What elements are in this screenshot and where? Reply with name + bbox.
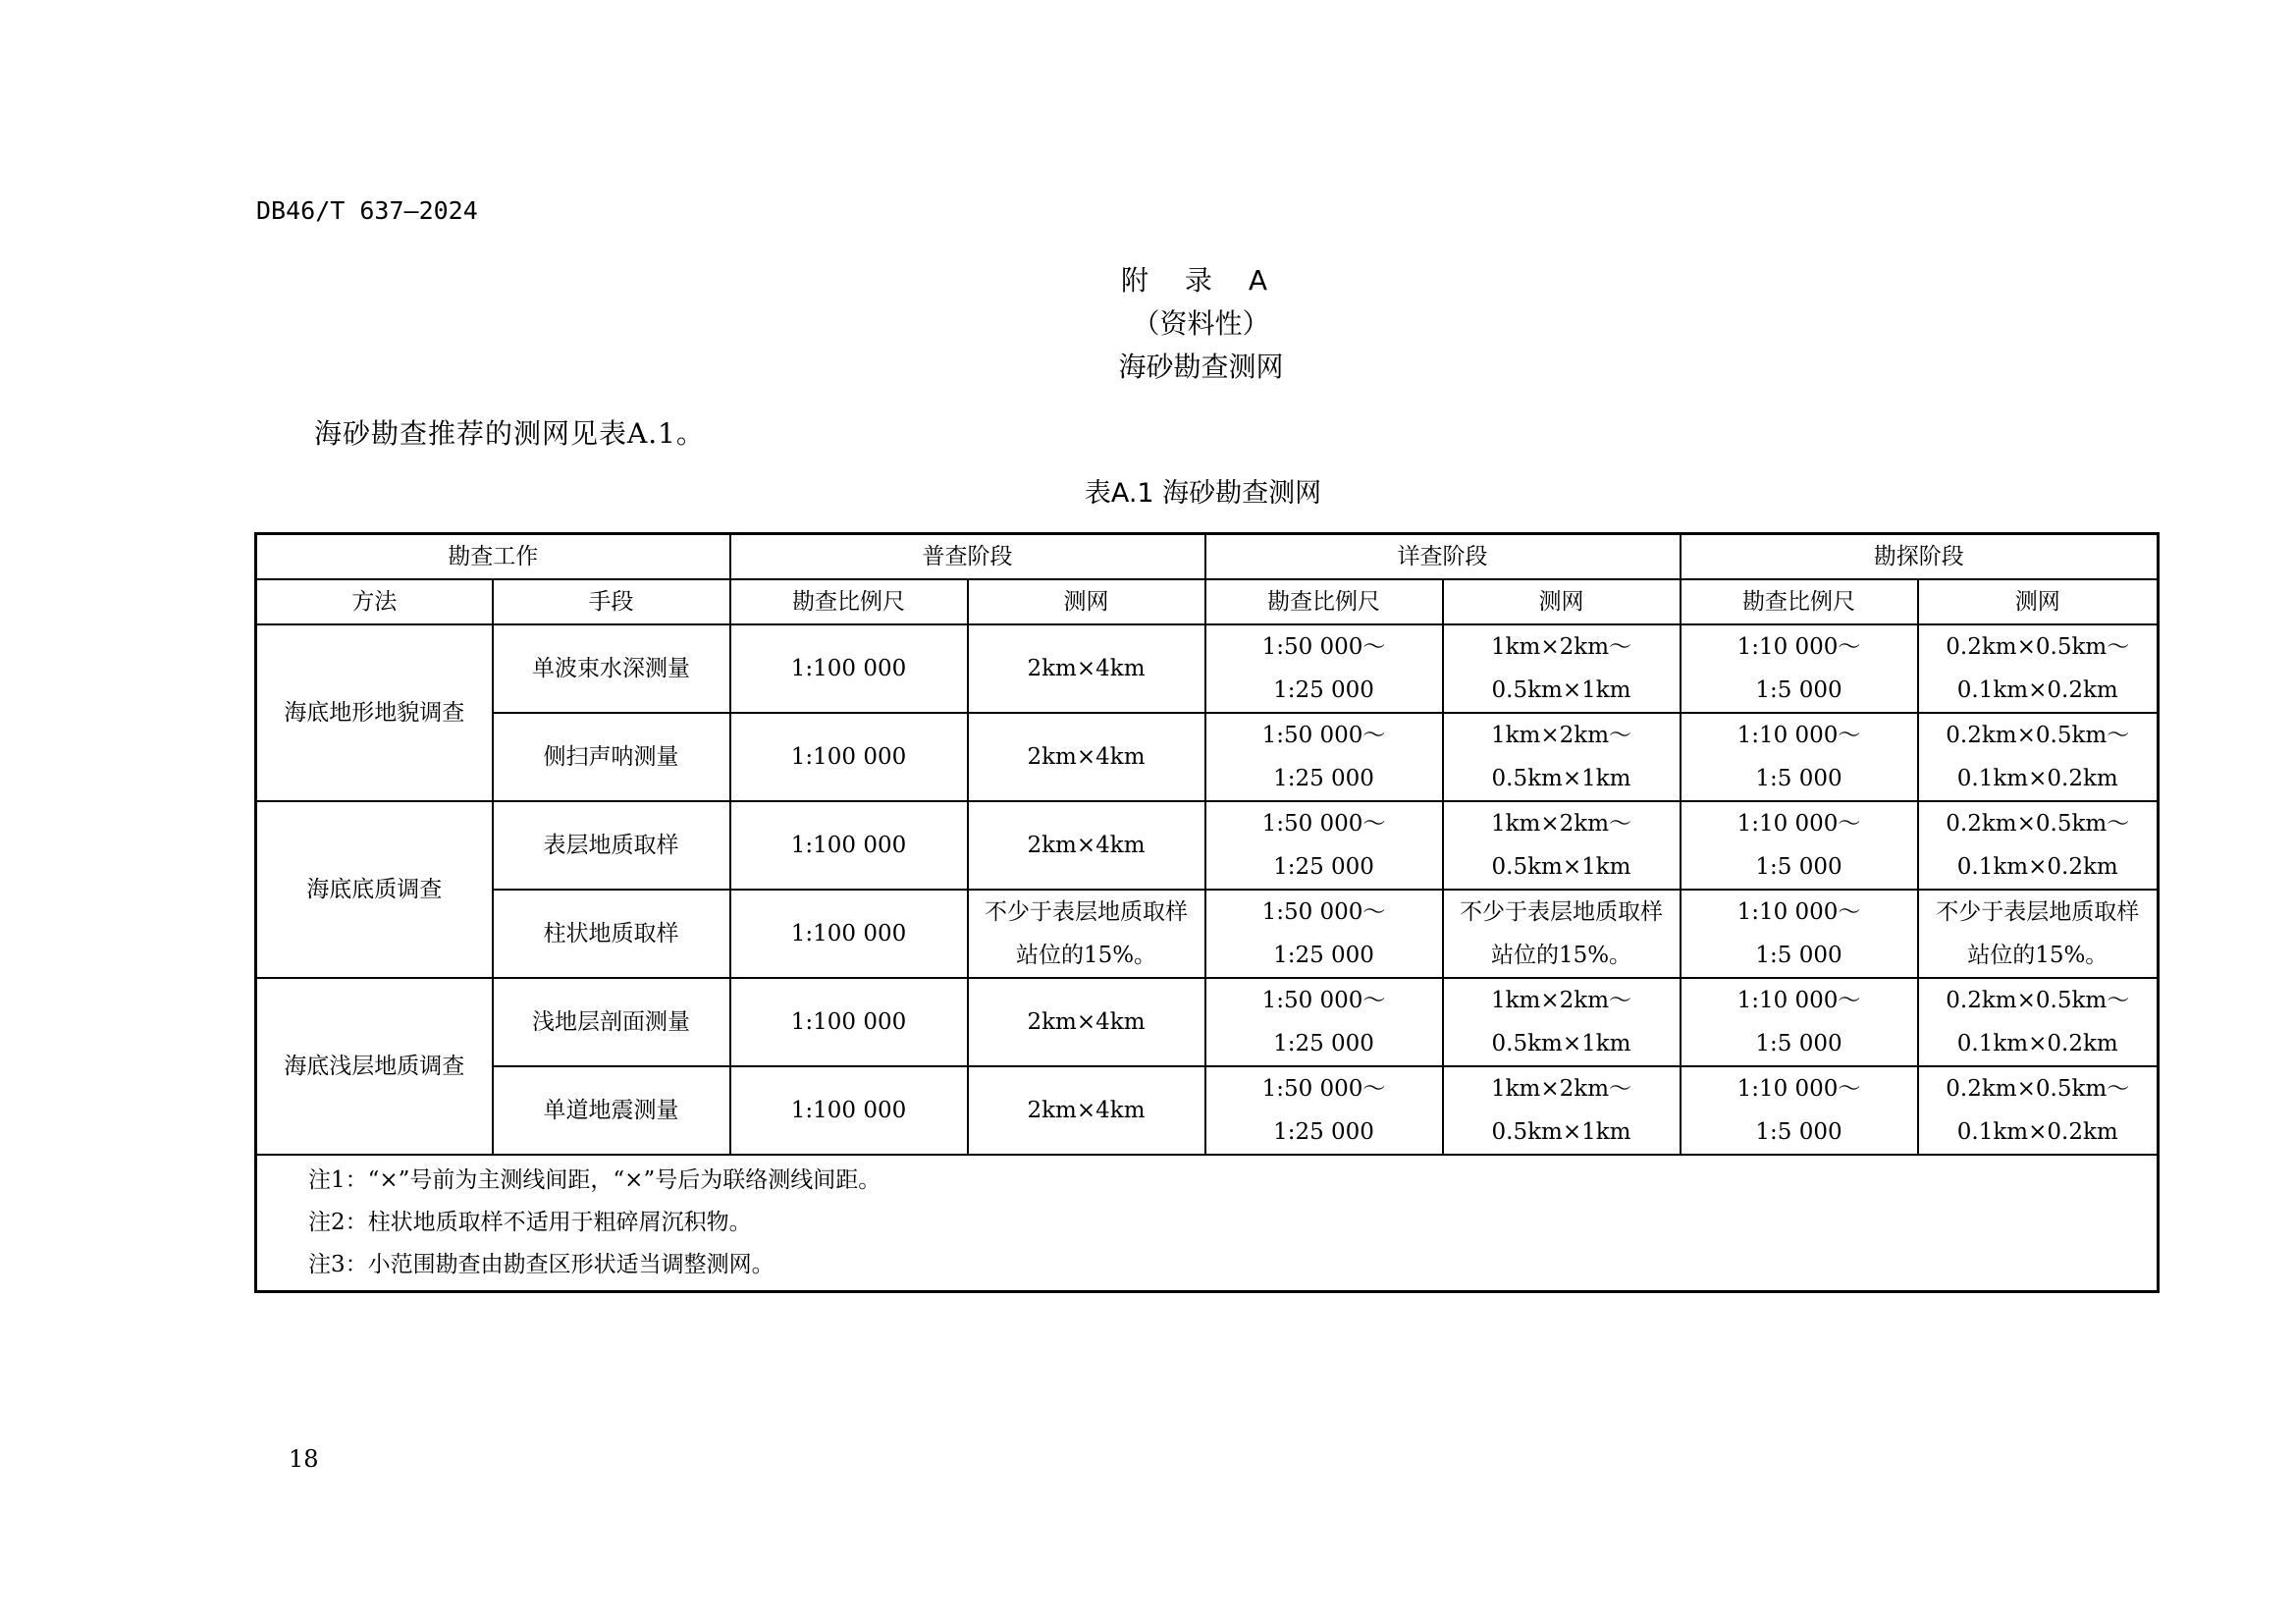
header-scale: 勘查比例尺	[1205, 579, 1443, 624]
cell-line: 1:10 000～	[1736, 988, 1861, 1013]
general-scale-cell: 1:100 000	[730, 801, 968, 890]
cell-line: 1:5 000	[1755, 766, 1842, 791]
header-method: 方法	[256, 579, 493, 624]
table-row	[256, 713, 2159, 801]
cell-line: 0.2km×0.5km～	[1946, 723, 2130, 748]
cell-line: 不少于表层地质取样	[1936, 899, 2140, 925]
cell-line: 1:50 000～	[1261, 988, 1386, 1013]
cell-line: 1:5 000	[1755, 943, 1842, 968]
cell-line: 0.5km×1km	[1491, 1119, 1631, 1145]
general-grid-cell: 2km×4km	[968, 624, 1205, 713]
header-scale: 勘查比例尺	[730, 579, 968, 624]
header-scale: 勘查比例尺	[1681, 579, 1918, 624]
cell-line: 0.2km×0.5km～	[1946, 988, 2130, 1013]
table-note: 注3：小范围勘查由勘查区形状适当调整测网。	[308, 1252, 774, 1277]
general-grid-cell: 2km×4km	[968, 1066, 1205, 1155]
appendix-title: 附 录 A	[1121, 264, 1281, 297]
cell-line: 1:25 000	[1273, 766, 1374, 791]
detailed-scale-cell	[1205, 978, 1443, 1066]
cell-line: 站位的15%。	[1967, 943, 2109, 968]
appendix-heading: 海砂勘查测网	[1118, 351, 1284, 383]
cell-line: 1:25 000	[1273, 1119, 1374, 1145]
exploration-grid-cell	[1918, 713, 2159, 801]
exploration-grid-cell	[1918, 978, 2159, 1066]
general-scale-cell: 1:100 000	[730, 978, 968, 1066]
detailed-grid-cell	[1443, 978, 1681, 1066]
page-number: 18	[289, 1445, 319, 1473]
cell-line: 0.1km×0.2km	[1956, 677, 2118, 703]
cell-line: 1:50 000～	[1261, 811, 1386, 837]
cell-line: 1:25 000	[1273, 677, 1374, 703]
cell-line: 1:5 000	[1755, 1031, 1842, 1056]
cell-line: 0.1km×0.2km	[1956, 1119, 2118, 1145]
cell-line: 1:10 000～	[1736, 723, 1861, 748]
general-grid-cell: 2km×4km	[968, 713, 1205, 801]
notes-row	[256, 1155, 2159, 1292]
cell-line: 1:5 000	[1755, 854, 1842, 880]
notes-cell	[256, 1155, 2159, 1292]
detailed-grid-cell	[1443, 890, 1681, 978]
method-cell: 海底底质调查	[256, 801, 493, 978]
table-row	[256, 801, 2159, 890]
cell-line: 1:25 000	[1273, 943, 1374, 968]
detailed-scale-cell	[1205, 890, 1443, 978]
table-row	[256, 1066, 2159, 1155]
cell-line: 1km×2km～	[1490, 988, 1632, 1013]
standard-code: DB46/T 637—2024	[256, 196, 478, 225]
method-cell: 海底浅层地质调查	[256, 978, 493, 1155]
detailed-grid-cell	[1443, 713, 1681, 801]
exploration-grid-cell	[1918, 624, 2159, 713]
detailed-scale-cell	[1205, 713, 1443, 801]
exploration-scale-cell	[1681, 624, 1918, 713]
detailed-grid-cell	[1443, 1066, 1681, 1155]
cell-line: 1:10 000～	[1736, 811, 1861, 837]
cell-line: 1km×2km～	[1490, 811, 1632, 837]
cell-line: 0.2km×0.5km～	[1946, 634, 2130, 660]
cell-line: 0.5km×1km	[1491, 677, 1631, 703]
cell-line: 1:50 000～	[1261, 1076, 1386, 1102]
cell-line: 1:5 000	[1755, 677, 1842, 703]
exploration-grid-cell	[1918, 890, 2159, 978]
header-grid: 测网	[968, 579, 1205, 624]
means-cell: 柱状地质取样	[493, 890, 730, 978]
table-note: 注1：“×”号前为主测线间距，“×”号后为联络测线间距。	[308, 1167, 881, 1193]
means-cell: 侧扫声呐测量	[493, 713, 730, 801]
means-cell: 表层地质取样	[493, 801, 730, 890]
method-cell: 海底地形地貌调查	[256, 624, 493, 801]
cell-line: 0.1km×0.2km	[1956, 854, 2118, 880]
cell-line: 1:50 000～	[1261, 723, 1386, 748]
general-grid-cell: 2km×4km	[968, 801, 1205, 890]
cell-line: 1:10 000～	[1736, 1076, 1861, 1102]
cell-line: 1km×2km～	[1490, 1076, 1632, 1102]
general-scale-cell: 1:100 000	[730, 624, 968, 713]
exploration-grid-cell	[1918, 1066, 2159, 1155]
group-header-row	[256, 534, 2159, 580]
means-cell: 单道地震测量	[493, 1066, 730, 1155]
appendix-type: （资料性）	[1132, 307, 1270, 340]
cell-line: 站位的15%。	[1490, 943, 1632, 968]
general-grid-cell: 2km×4km	[968, 978, 1205, 1066]
cell-line: 0.1km×0.2km	[1956, 1031, 2118, 1056]
general-grid-cell	[968, 890, 1205, 978]
cell-line: 0.2km×0.5km～	[1946, 811, 2130, 837]
header-detailed-stage: 详查阶段	[1205, 534, 1681, 580]
cell-line: 1:50 000～	[1261, 899, 1386, 925]
exploration-scale-cell	[1681, 801, 1918, 890]
exploration-scale-cell	[1681, 978, 1918, 1066]
general-scale-cell: 1:100 000	[730, 890, 968, 978]
cell-line: 站位的15%。	[1015, 943, 1157, 968]
means-cell: 单波束水深测量	[493, 624, 730, 713]
detailed-grid-cell	[1443, 624, 1681, 713]
header-grid: 测网	[1918, 579, 2159, 624]
cell-line: 1:50 000～	[1261, 634, 1386, 660]
header-exploration-stage: 勘探阶段	[1681, 534, 2159, 580]
general-scale-cell: 1:100 000	[730, 1066, 968, 1155]
cell-line: 不少于表层地质取样	[985, 899, 1188, 925]
means-cell: 浅地层剖面测量	[493, 978, 730, 1066]
cell-line: 0.5km×1km	[1491, 1031, 1631, 1056]
appendix-title-block	[0, 259, 2296, 389]
table-note: 注2：柱状地质取样不适用于粗碎屑沉积物。	[308, 1210, 752, 1235]
cell-line: 0.5km×1km	[1491, 766, 1631, 791]
sub-header-row	[256, 579, 2159, 624]
exploration-scale-cell	[1681, 890, 1918, 978]
cell-line: 0.1km×0.2km	[1956, 766, 2118, 791]
cell-line: 1:10 000～	[1736, 899, 1861, 925]
cell-line: 1:5 000	[1755, 1119, 1842, 1145]
table-row	[256, 624, 2159, 713]
cell-line: 1:10 000～	[1736, 634, 1861, 660]
header-means: 手段	[493, 579, 730, 624]
header-grid: 测网	[1443, 579, 1681, 624]
detailed-scale-cell	[1205, 624, 1443, 713]
general-scale-cell: 1:100 000	[730, 713, 968, 801]
exploration-scale-cell	[1681, 1066, 1918, 1155]
detailed-scale-cell	[1205, 1066, 1443, 1155]
header-survey-work: 勘查工作	[256, 534, 730, 580]
intro-paragraph: 海砂勘查推荐的测网见表A.1。	[314, 417, 705, 450]
exploration-scale-cell	[1681, 713, 1918, 801]
cell-line: 不少于表层地质取样	[1460, 899, 1663, 925]
cell-line: 1km×2km～	[1490, 723, 1632, 748]
table-caption	[0, 471, 2296, 510]
cell-line: 0.5km×1km	[1491, 854, 1631, 880]
cell-line: 1:25 000	[1273, 1031, 1374, 1056]
table-row	[256, 978, 2159, 1066]
table-row	[256, 890, 2159, 978]
survey-grid-table	[254, 532, 2160, 1293]
cell-line: 1km×2km～	[1490, 634, 1632, 660]
detailed-scale-cell	[1205, 801, 1443, 890]
cell-line: 1:25 000	[1273, 854, 1374, 880]
table-caption-text: 表A.1 海砂勘查测网	[1084, 478, 1322, 509]
header-general-stage: 普查阶段	[730, 534, 1205, 580]
exploration-grid-cell	[1918, 801, 2159, 890]
detailed-grid-cell	[1443, 801, 1681, 890]
cell-line: 0.2km×0.5km～	[1946, 1076, 2130, 1102]
